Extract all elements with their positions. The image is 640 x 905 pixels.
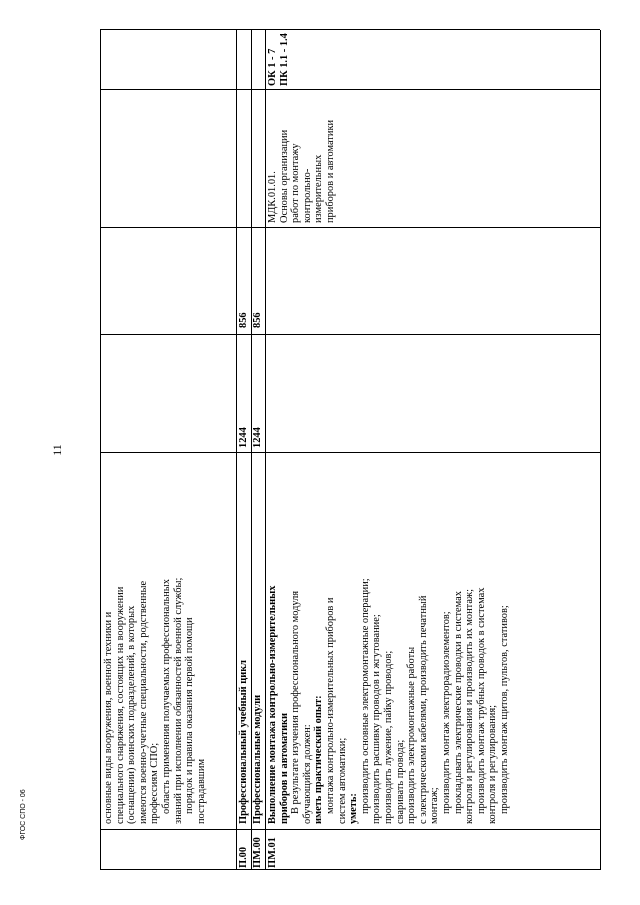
skill-line: производить монтаж электрорадиоэлементов;: [440, 611, 452, 814]
module-code: ПМ.01: [267, 837, 278, 868]
text-line: монтажа контрольно-измерительных приборов и: [324, 597, 336, 814]
curriculum-table: [100, 30, 600, 870]
row-title: Профессиональный учебный цикл: [238, 659, 249, 824]
skill-line: контроля и регулирования и производить их монтаж;: [464, 588, 476, 824]
mdk-title-line: приборов и автоматики: [324, 119, 336, 223]
skill-line: монтаж;: [429, 787, 441, 824]
text-line: обучающийся должен:: [301, 724, 313, 824]
skills-label: уметь:: [348, 793, 360, 824]
text-line: порядок и правила оказания первой помощи: [184, 617, 196, 814]
text-line: основные виды вооружения, военной техники и: [103, 611, 114, 824]
mdk-title-line: Основы организации: [278, 129, 290, 223]
text-line: В результате изучения профессионального модуля: [290, 590, 302, 814]
skill-line: с электрическими кабелями, производить печатный: [417, 595, 429, 824]
competencies-cell: [267, 32, 290, 86]
mdk-title-line: контрольно-: [301, 168, 313, 223]
experience-label: иметь практический опыт:: [313, 695, 325, 824]
table-border-bottom: [600, 30, 601, 870]
skill-line: производить монтаж щитов, пультов, стативов;: [498, 605, 510, 814]
competency-ok: ОК 1 - 7: [267, 48, 278, 86]
module-description: [267, 459, 510, 824]
skill-line: сваривать провода;: [394, 739, 406, 824]
text-line: знаний при исполнении обязанностей военной службы;: [172, 577, 184, 824]
row-title: Профессиональные модули: [252, 694, 263, 824]
text-line: профессиям СПО;: [149, 742, 161, 824]
row-divider-1: [236, 30, 237, 870]
column-divider-title: [100, 452, 600, 453]
skill-line: производить монтаж трубных проводок в системах: [475, 587, 487, 814]
skill-line: производить электромонтажные работы: [406, 646, 418, 824]
table-border-right: [100, 29, 600, 30]
text-line: (оснащении) воинских подразделений, в которых: [126, 605, 138, 824]
skill-line: контроля и регулирования;: [487, 704, 499, 824]
page-number: 11: [50, 444, 64, 456]
text-line: систем автоматики;: [336, 737, 348, 824]
mdk-title-line: измерительных: [313, 154, 325, 223]
mdk-code: МДК.01.01.: [267, 171, 278, 223]
row-hours-class: 856: [252, 312, 263, 328]
row-code: П.00: [238, 846, 249, 868]
footer-code: ФГОС СПО - 06: [20, 789, 27, 840]
text-line: специального снаряжения, состоящих на вооружении: [114, 586, 126, 824]
competency-pk: ПК 1.1 - 1.4: [278, 33, 290, 86]
text-line: имеются военно-учетные специальности, родственные: [137, 580, 149, 824]
row-hours-max: 1244: [238, 427, 249, 448]
row-hours-class: 856: [238, 312, 249, 328]
row-hours-max: 1244: [252, 427, 263, 448]
skill-line: производить расшивку проводов и жгутование;: [371, 614, 383, 824]
module-title: приборов и автоматики: [278, 712, 290, 824]
continuation-cell: [103, 459, 207, 824]
column-divider-mdk: [100, 89, 600, 90]
table-border-left: [100, 869, 600, 870]
module-title: Выполнение монтажа контрольно-измерительных: [267, 585, 278, 824]
skill-line: прокладывать электрические проводки в системах: [452, 591, 464, 814]
row-divider-3: [265, 30, 266, 870]
column-divider-code: [100, 829, 600, 830]
mdk-title-line: работ по монтажу: [290, 143, 302, 223]
column-divider-max: [100, 334, 600, 335]
column-divider-class: [100, 227, 600, 228]
mdk-cell: [267, 93, 337, 223]
row-code: ПМ.00: [252, 837, 263, 868]
text-line: пострадавшим: [195, 758, 207, 824]
text-line: область применения получаемых профессиональных: [160, 579, 172, 814]
table-border-top: [100, 30, 101, 870]
skill-line: производить основные электромонтажные операции;: [359, 578, 371, 814]
skill-line: производить лужение, пайку проводов;: [382, 650, 394, 824]
